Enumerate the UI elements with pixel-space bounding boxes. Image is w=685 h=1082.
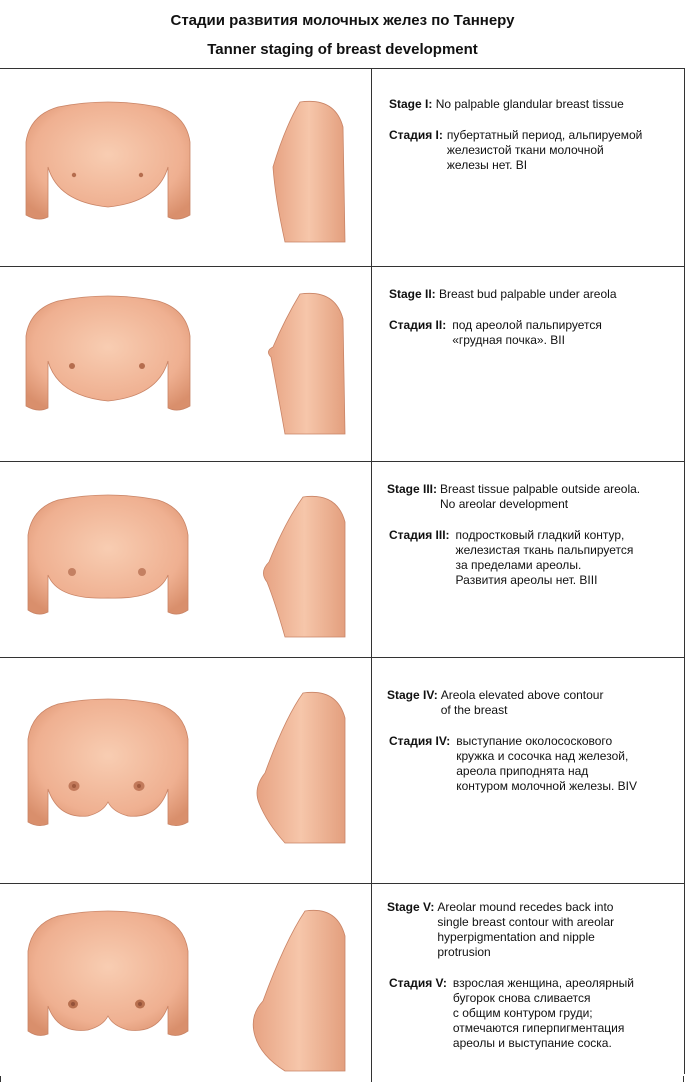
stage-ru-line: ареолы и выступание соска. xyxy=(452,1036,612,1050)
stage-row-1 xyxy=(0,68,684,266)
stage-en-line: hyperpigmentation and nipple xyxy=(437,930,595,944)
stage-ru-line: пубертатный период, альпируемой xyxy=(446,128,643,142)
stage-ru-line: за пределами ареолы. xyxy=(455,558,582,572)
stage-en-text: No palpable glandular breast tissue xyxy=(435,97,624,111)
stage-description xyxy=(389,97,681,173)
stage-en-text: Breast bud palpable under areola xyxy=(439,287,617,301)
corner-tick-left xyxy=(0,1076,1,1082)
stage-en-line: of the breast xyxy=(440,703,508,717)
stage-ru-line: железы нет. BI xyxy=(446,158,528,172)
stage-en-label: Stage V: xyxy=(387,900,435,914)
stage-description xyxy=(387,482,679,588)
stage-en-label: Stage II: xyxy=(389,287,436,301)
stage-ru-line: ареола приподнята над xyxy=(456,764,589,778)
stage-en-line: Areola elevated above contour xyxy=(440,688,604,702)
stage-ru-label: Стадия I: xyxy=(389,128,443,142)
front-torso-illustration xyxy=(18,694,198,834)
stage-ru-line: под ареолой пальпируется xyxy=(452,318,602,332)
stage-row-2 xyxy=(0,266,684,461)
stage-ru-line: «грудная почка». BII xyxy=(452,333,565,347)
stage-en-line: single breast contour with areolar xyxy=(437,915,615,929)
stage-ru-line: контуром молочной железы. BIV xyxy=(456,779,637,793)
stage-description xyxy=(387,900,679,1051)
side-profile-illustration xyxy=(245,906,355,1076)
stage-ru-line: взрослая женщина, ареолярный xyxy=(452,976,634,990)
stage-ru-line: с общим контуром груди; xyxy=(452,1006,593,1020)
front-torso-illustration xyxy=(18,291,198,421)
front-torso-illustration xyxy=(18,490,198,625)
stage-ru-label: Стадия IV: xyxy=(389,734,451,748)
header xyxy=(0,0,685,68)
stage-en-label: Stage IV: xyxy=(387,688,438,702)
stage-en-label: Stage III: xyxy=(387,482,438,496)
front-torso-illustration xyxy=(18,97,198,227)
stage-ru-line: отмечаются гиперпигментация xyxy=(452,1021,625,1035)
stage-en-line: No areolar development xyxy=(440,497,569,511)
stage-en-label: Stage I: xyxy=(389,97,433,111)
stage-row-5 xyxy=(0,883,684,1082)
stage-ru-label: Стадия II: xyxy=(389,318,447,332)
stage-ru-line: выступание околососкового xyxy=(456,734,613,748)
column-divider xyxy=(371,68,372,1082)
front-torso-illustration xyxy=(18,906,198,1046)
title-russian: Стадии развития молочных желез по Таннеру xyxy=(170,12,515,29)
stage-ru-label: Стадия III: xyxy=(389,528,450,542)
stage-en-line: Areolar mound recedes back into xyxy=(437,900,614,914)
stage-ru-label: Стадия V: xyxy=(389,976,447,990)
stage-ru-line: железистой ткани молочной xyxy=(446,143,604,157)
side-profile-illustration xyxy=(245,492,355,642)
stage-row-3 xyxy=(0,461,684,657)
stage-row-4 xyxy=(0,657,684,883)
corner-tick-right xyxy=(683,1076,684,1082)
stage-ru-line: железистая ткань пальпируется xyxy=(455,543,634,557)
stage-ru-line: кружка и сосочка над железой, xyxy=(456,749,629,763)
stage-description xyxy=(387,688,679,794)
stage-ru-line: бугорок снова сливается xyxy=(452,991,591,1005)
title-english: Tanner staging of breast development xyxy=(207,41,478,58)
side-profile-illustration xyxy=(245,289,355,439)
stage-ru-line: Развития ареолы нет. BIII xyxy=(455,573,598,587)
stage-ru-line: подростковый гладкий контур, xyxy=(455,528,625,542)
side-profile-illustration xyxy=(245,688,355,848)
stage-en-line: protrusion xyxy=(437,945,491,959)
side-profile-illustration xyxy=(245,97,355,247)
stage-description xyxy=(389,287,681,348)
stage-en-line: Breast tissue palpable outside areola. xyxy=(440,482,641,496)
